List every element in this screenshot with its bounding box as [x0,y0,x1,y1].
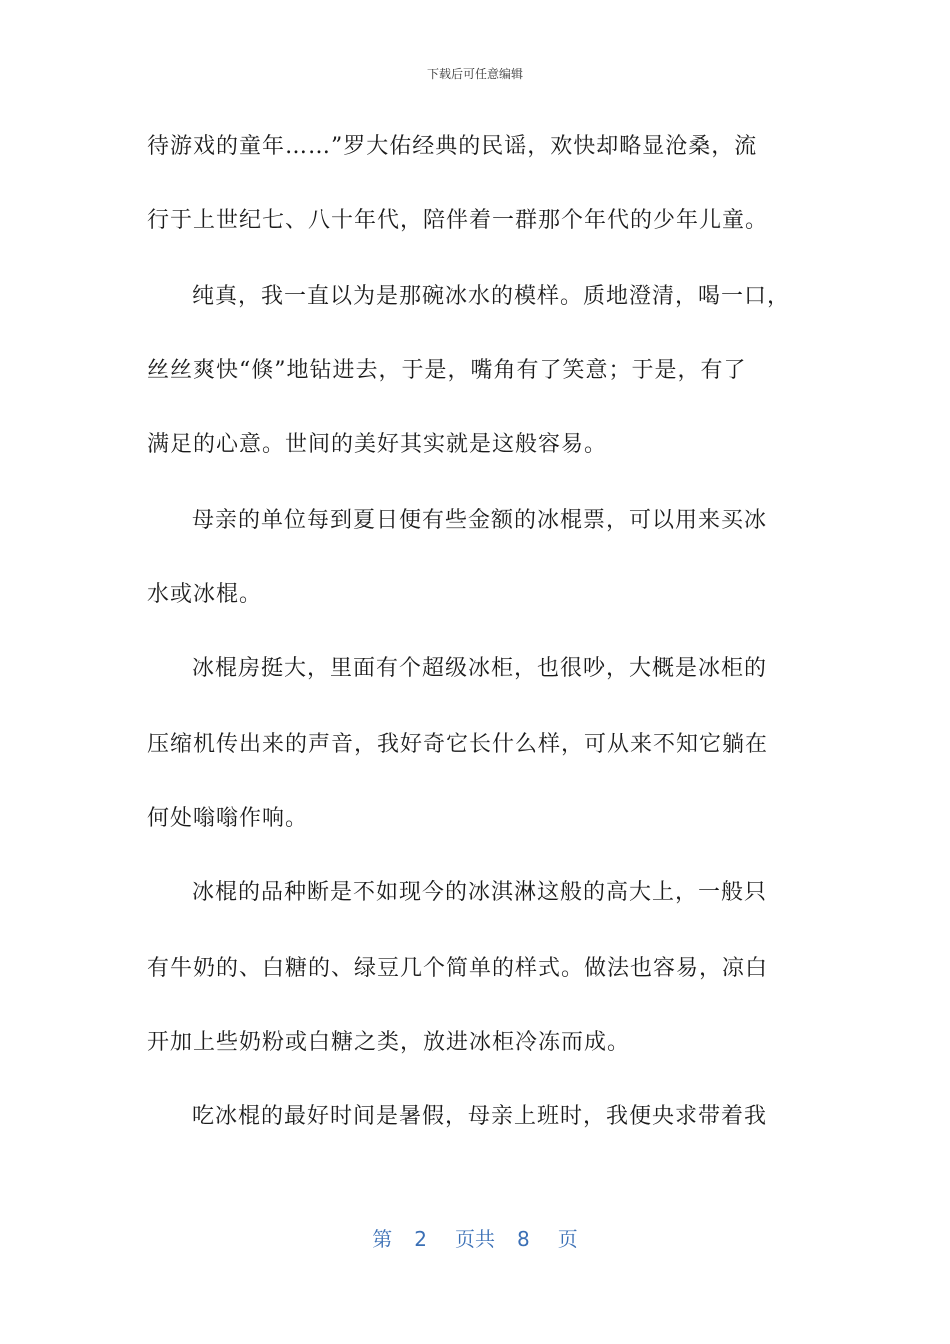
body-line: 纯真，我一直以为是那碗冰水的模样。质地澄清，喝一口， [192,284,791,309]
footer-total-pages: 8 [517,1227,530,1251]
footer-middle: 页共 [455,1227,495,1251]
body-line: 冰棍的品种断是不如现今的冰淇淋这般的高大上，一般只 [192,880,768,905]
body-line: 行于上世纪七、八十年代，陪伴着一群那个年代的少年儿童。 [147,208,769,233]
body-line: 压缩机传出来的声音，我好奇它长什么样，可从来不知它躺在 [147,732,769,757]
footer-prefix: 第 [372,1227,393,1251]
body-line: 满足的心意。世间的美好其实就是这般容易。 [147,432,608,457]
footer-suffix: 页 [557,1227,578,1251]
body-line: 冰棍房挺大，里面有个超级冰柜，也很吵，大概是冰柜的 [192,656,768,681]
body-line: 待游戏的童年……”罗大佑经典的民谣，欢快却略显沧桑，流 [147,134,758,159]
body-line: 吃冰棍的最好时间是暑假，母亲上班时，我便央求带着我 [192,1104,768,1129]
body-line: 丝丝爽快“倏”地钻进去，于是，嘴角有了笑意；于是，有了 [147,358,747,383]
body-line: 母亲的单位每到夏日便有些金额的冰棍票，可以用来买冰 [192,508,768,533]
page-header: 下载后可任意编辑 [426,67,523,81]
body-line: 开加上些奶粉或白糖之类，放进冰柜冷冻而成。 [147,1030,631,1055]
body-line: 何处嗡嗡作响。 [147,806,309,831]
body-line: 水或冰棍。 [147,582,263,607]
body-line: 有牛奶的、白糖的、绿豆几个简单的样式。做法也容易，凉白 [147,956,769,981]
footer-page-number: 2 [414,1227,427,1251]
page-footer [0,1226,950,1252]
